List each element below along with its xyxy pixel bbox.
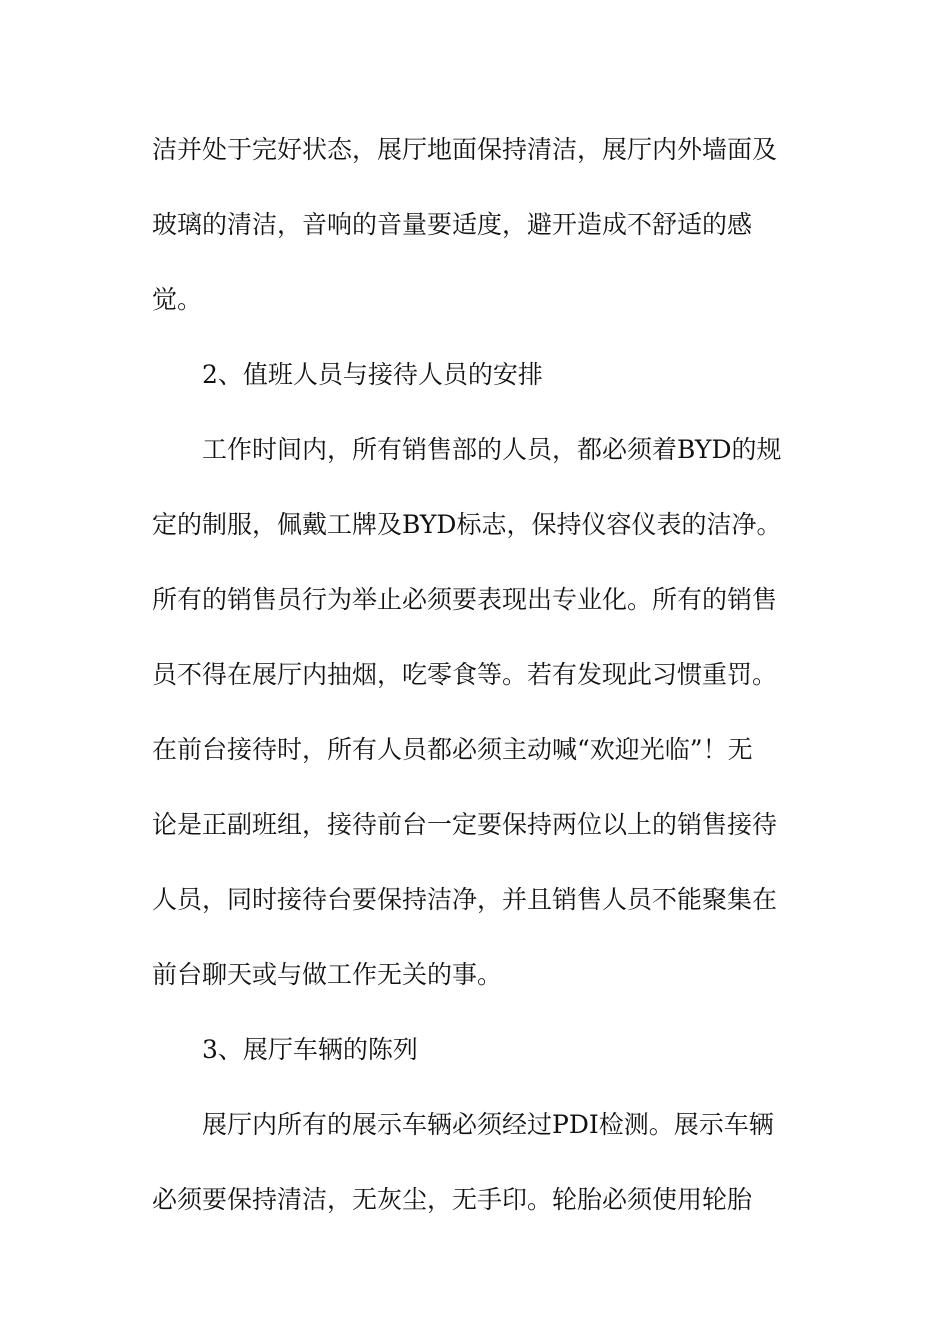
body-text-line: 人员，同时接待台要保持洁净，并且销售人员不能聚集在 [152,885,778,914]
body-text-line: 必须要保持清洁，无灰尘，无手印。轮胎必须使用轮胎 [152,1185,753,1214]
body-text-line: 玻璃的清洁，音响的音量要适度，避开造成不舒适的感 [152,210,753,239]
body-text-line: 洁并处于完好状态，展厅地面保持清洁，展厅内外墙面及 [152,135,778,164]
section-heading: 3、展厅车辆的陈列 [202,1035,418,1064]
body-text-line: 论是正副班组，接待前台一定要保持两位以上的销售接待 [152,810,778,839]
body-text-line: 前台聊天或与做工作无关的事。 [152,960,503,989]
body-text-line: 定的制服，佩戴工牌及BYD标志，保持仪容仪表的洁净。 [152,510,782,539]
body-text-line: 展厅内所有的展示车辆必须经过PDI检测。展示车辆 [202,1110,774,1139]
body-text-line: 员不得在展厅内抽烟，吃零食等。若有发现此习惯重罚。 [152,660,778,689]
body-text-line: 工作时间内，所有销售部的人员，都必须着BYD的规 [202,435,782,464]
body-text-line: 所有的销售员行为举止必须要表现出专业化。所有的销售 [152,585,778,614]
body-text-line: 在前台接待时，所有人员都必须主动喊“欢迎光临”！无 [152,735,753,764]
section-heading: 2、值班人员与接待人员的安排 [202,360,543,389]
body-text-line: 觉。 [152,285,203,314]
